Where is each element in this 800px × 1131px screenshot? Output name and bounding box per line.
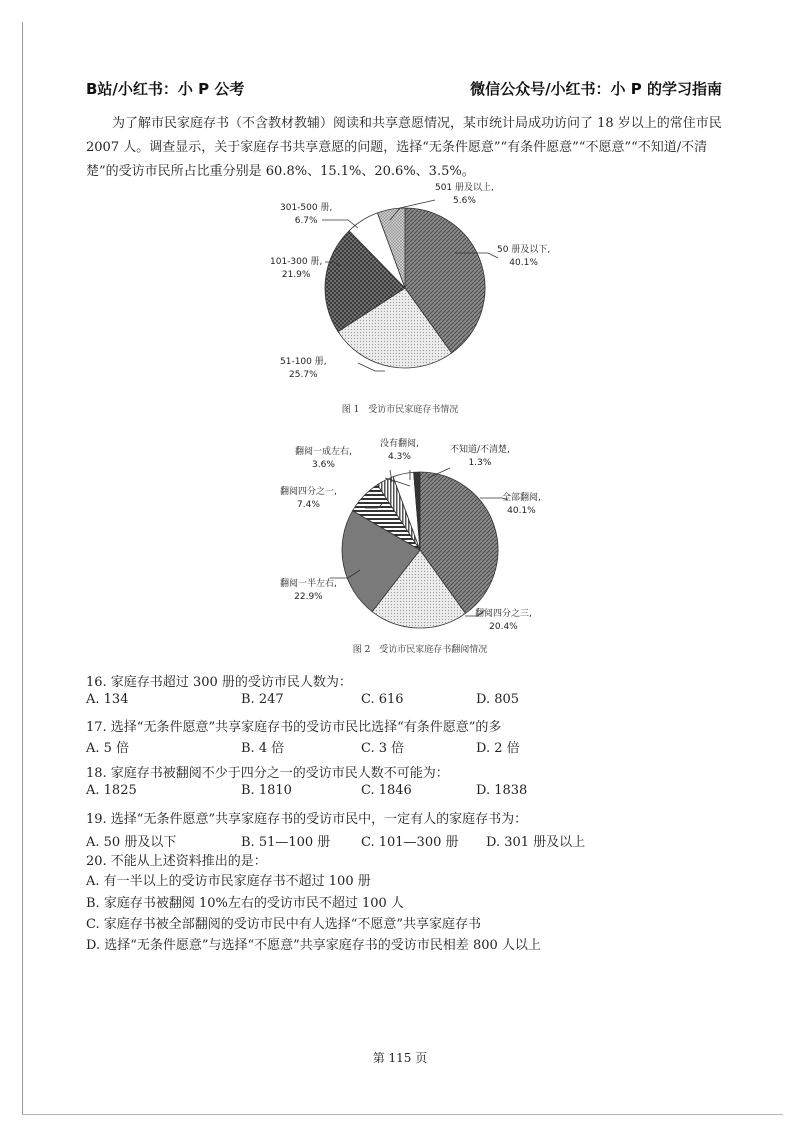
pie2-label-three-quarters: 翻阅四分之三, 20.4%	[475, 609, 532, 632]
intro-paragraph: 为了解市民家庭存书（不含教材教辅）阅读和共享意愿情况，某市统计局成功访问了 18 岁以上的常住市民 2007 人。调查显示，关于家庭存书共享意愿的问题，选择“无条件愿意”“有条件愿意”“不愿意”“不知道/不清楚”的受访市民所占比重分别是 60.8%、15.1%、20.6%、3.5%。	[86, 116, 722, 179]
pie1-label-101-300: 101-300 册, 21.9%	[270, 257, 323, 280]
option-b[interactable]: B. 1810	[241, 783, 292, 798]
pie2-label-half: 翻阅一半左右, 22.9%	[280, 579, 337, 602]
option-b[interactable]: B. 家庭存书被翻阅 10%左右的受访市民不超过 100 人	[86, 896, 404, 911]
header-right: 微信公众号/小红书：小 P 的学习指南	[470, 80, 722, 98]
option-d[interactable]: D. 301 册及以上	[486, 835, 586, 850]
figure-2-caption: 图 2 受访市民家庭存书翻阅情况	[352, 645, 488, 655]
option-d[interactable]: D. 805	[476, 692, 520, 707]
page-number: 第 115 页	[372, 1051, 428, 1065]
figure-1-caption: 图 1 受访市民家庭存书情况	[341, 405, 459, 415]
option-c[interactable]: C. 616	[361, 692, 404, 707]
pie2-label-full: 全部翻阅, 40.1%	[502, 493, 541, 516]
question-20: 20. 不能从上述资料推出的是：	[86, 854, 267, 869]
pie2-label-quarter: 翻阅四分之一, 7.4%	[280, 487, 337, 510]
option-b[interactable]: B. 51—100 册	[241, 835, 331, 850]
question-16: 16. 家庭存书超过 300 册的受访市民人数为：	[86, 675, 352, 690]
header-left: B站/小红书：小 P 公考	[86, 80, 245, 98]
option-a[interactable]: A. 50 册及以下	[86, 835, 177, 850]
option-d[interactable]: D. 2 倍	[476, 741, 520, 756]
question-17: 17. 选择“无条件愿意”共享家庭存书的受访市民比选择“有条件愿意”的多	[86, 720, 502, 735]
option-a[interactable]: A. 1825	[86, 783, 137, 798]
figure-2	[270, 438, 570, 658]
pie1-label-501: 501 册及以上, 5.6%	[435, 183, 494, 206]
option-a[interactable]: A. 134	[86, 692, 129, 707]
option-b[interactable]: B. 4 倍	[241, 741, 285, 756]
option-c[interactable]: C. 101—300 册	[361, 835, 459, 850]
pie2-label-unknown: 不知道/不清楚, 1.3%	[450, 445, 510, 468]
option-c[interactable]: C. 1846	[361, 783, 412, 798]
question-18: 18. 家庭存书被翻阅不少于四分之一的受访市民人数不可能为：	[86, 766, 449, 781]
pie2-label-tenth: 翻阅一成左右, 3.6%	[295, 447, 352, 470]
pie1-label-301-500: 301-500 册, 6.7%	[280, 203, 333, 226]
figure-1	[230, 178, 570, 418]
question-19: 19. 选择“无条件愿意”共享家庭存书的受访市民中，一定有人的家庭存书为：	[86, 812, 528, 827]
pie2-label-none: 没有翻阅, 4.3%	[380, 439, 419, 462]
option-b[interactable]: B. 247	[241, 692, 284, 707]
option-c[interactable]: C. 家庭存书被全部翻阅的受访市民中有人选择“不愿意”共享家庭存书	[86, 917, 482, 932]
option-d[interactable]: D. 选择“无条件愿意”与选择“不愿意”共享家庭存书的受访市民相差 800 人以上	[86, 938, 541, 953]
option-a[interactable]: A. 有一半以上的受访市民家庭存书不超过 100 册	[86, 874, 371, 889]
pie1-label-51-100: 51-100 册, 25.7%	[280, 357, 327, 380]
pie1-label-50: 50 册及以下, 40.1%	[497, 245, 551, 268]
option-d[interactable]: D. 1838	[476, 783, 528, 798]
option-c[interactable]: C. 3 倍	[361, 741, 405, 756]
option-a[interactable]: A. 5 倍	[86, 741, 130, 756]
